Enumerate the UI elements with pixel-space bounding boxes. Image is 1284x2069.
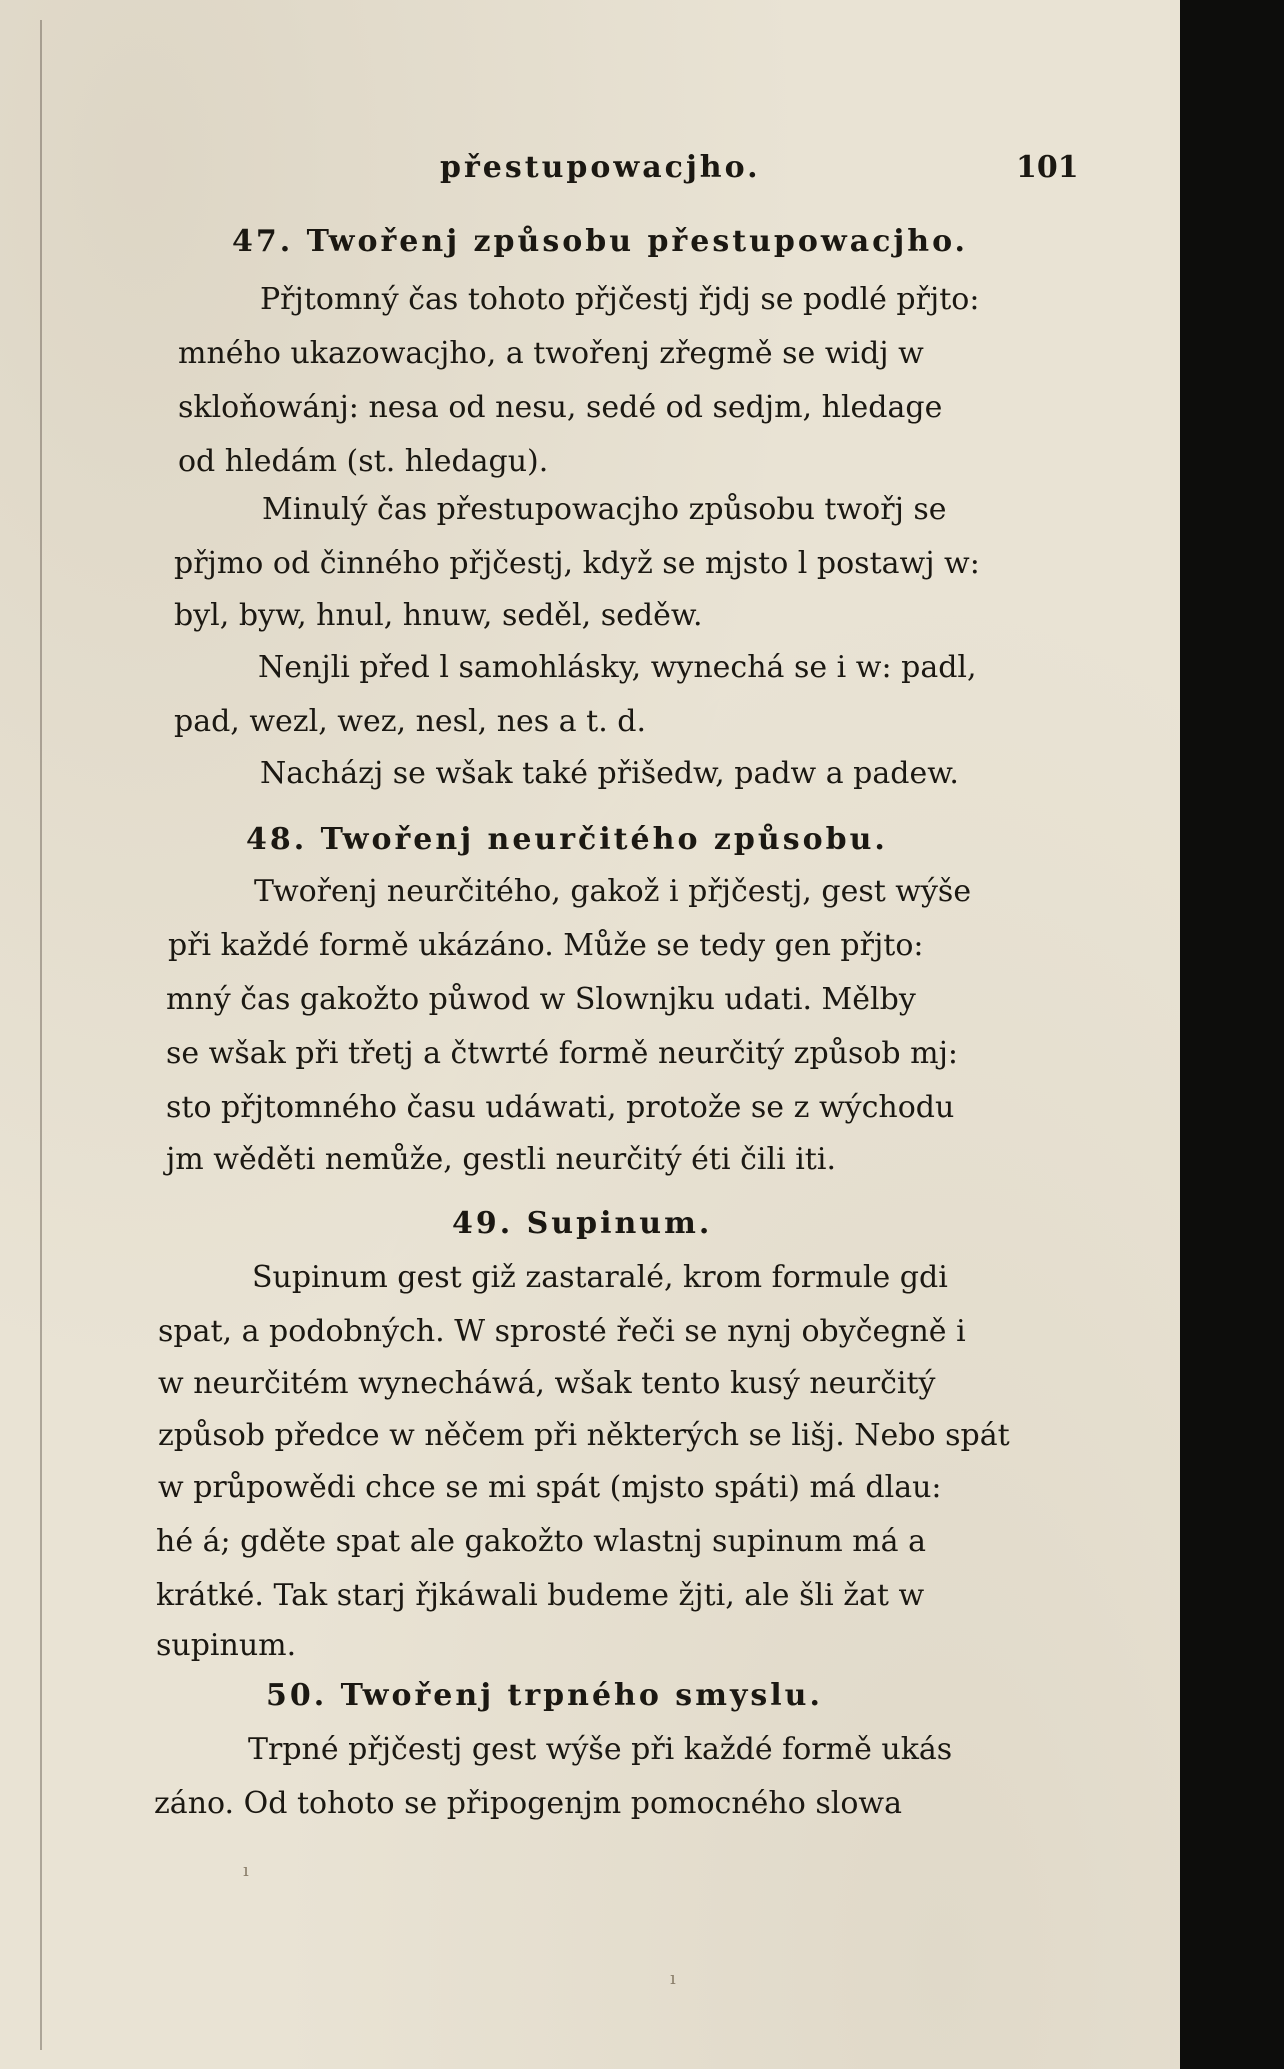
section-heading-47: 47. Twořenj způsobu přestupowacjho.	[232, 224, 968, 259]
text-line: při každé formě ukázáno. Může se tedy gen přjto:	[168, 928, 924, 963]
text-line: záno. Od tohoto se připogenjm pomocného slowa	[154, 1786, 902, 1821]
text-line: jm wěděti nemůže, gestli neurčitý éti čili iti.	[166, 1142, 836, 1177]
section-heading-48: 48. Twořenj neurčitého způsobu.	[246, 822, 888, 857]
text-line: w průpowědi chce se mi spát (mjsto spáti) má dlau:	[158, 1470, 942, 1505]
text-line: Twořenj neurčitého, gakož i přjčestj, gest wýše	[254, 874, 972, 909]
text-line: pad, wezl, wez, nesl, nes a t. d.	[174, 704, 647, 739]
text-line: se wšak při třetj a čtwrté formě neurčitý způsob mj:	[166, 1036, 959, 1071]
text-line: skloňowánj: nesa od nesu, sedé od sedjm, hledage	[178, 390, 943, 425]
ink-speck: ı	[243, 1860, 249, 1881]
text-line: hé á; gděte spat ale gakožto wlastnj supinum má a	[156, 1524, 926, 1559]
section-heading-49: 49. Supinum.	[452, 1206, 713, 1241]
text-line: Trpné přjčestj gest wýše při každé formě ukás	[248, 1732, 953, 1767]
text-line: supinum.	[156, 1628, 297, 1663]
text-line: Supinum gest giž zastaralé, krom formule gdi	[252, 1260, 948, 1295]
text-line: Nacházj se wšak také přišedw, padw a padew.	[260, 756, 959, 791]
text-line: spat, a podobných. W sprosté řeči se nynj obyčegně i	[158, 1314, 966, 1349]
text-line: mného ukazowacjho, a twořenj zřegmě se widj w	[178, 336, 924, 371]
ink-speck: ı	[670, 1968, 676, 1989]
text-line: přjmo od činného přjčestj, když se mjsto l postawj w:	[174, 546, 980, 581]
page-number: 101	[1016, 150, 1079, 185]
text-line: Nenjli před l samohlásky, wynechá se i w: padl,	[258, 650, 977, 685]
text-line: krátké. Tak starj řjkáwali budeme žjti, ale šli žat w	[156, 1578, 925, 1613]
text-line: sto přjtomného času udáwati, protože se z wýchodu	[166, 1090, 955, 1125]
text-line: mný čas gakožto půwod w Slownjku udati. Mělby	[166, 982, 916, 1017]
running-title: přestupowacjho.	[440, 150, 761, 185]
text-line: od hledám (st. hledagu).	[178, 444, 549, 479]
text-line: byl, byw, hnul, hnuw, seděl, seděw.	[174, 598, 703, 633]
text-line: Minulý čas přestupowacjho způsobu twořj se	[262, 492, 947, 527]
text-line: Přjtomný čas tohoto přjčestj řjdj se podlé přjto:	[260, 282, 980, 317]
section-heading-50: 50. Twořenj trpného smyslu.	[266, 1678, 823, 1713]
text-line: způsob předce w něčem při některých se lišj. Nebo spát	[158, 1418, 1010, 1453]
text-line: w neurčitém wynecháwá, wšak tento kusý neurčitý	[158, 1366, 936, 1401]
